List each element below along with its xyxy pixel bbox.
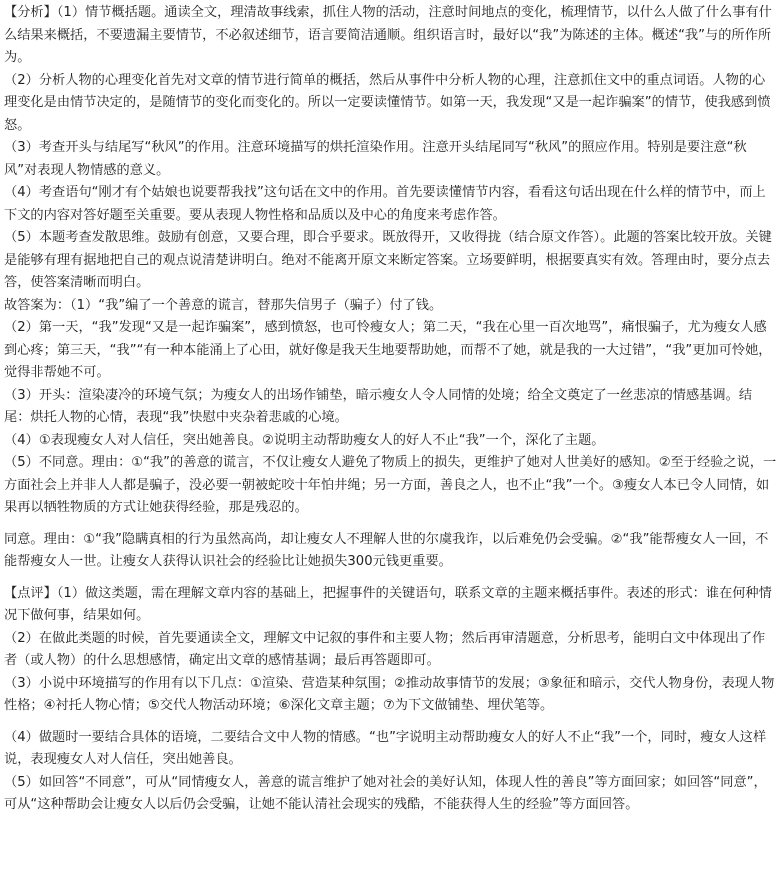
analysis-part-1: 【分析】（1）情节概括题。通读全文，理清故事线索，抓住人物的活动，注意时间地点的变化，梳理情节，以什么人做了什么事有什么结果来概括，不要遗漏主要情节，不必叙述细节，语言要简洁通顺。组织语言时，最好以“我”为陈述的主体。概述“我”与的所作所为。 <box>4 5 772 65</box>
answer-part-6: 同意。理由：①“我”隐瞒真相的行为虽然高尚，却让瘦女人不理解人世的尔虞我诈，以后难免仍会受骗。②“我”能帮瘦女人一回，不能帮瘦女人一世。让瘦女人获得认识社会的经验比让她损失300元钱更重要。 <box>4 531 769 569</box>
answer-part-3: （3）开头：渲染凄冷的环境气氛；为瘦女人的出场作铺垫，暗示瘦女人令人同情的处境；给全文奠定了一丝悲凉的情感基调。结尾：烘托人物的心情，表现“我”快慰中夹杂着悲戚的心境。 <box>4 387 753 425</box>
comment-part-1: 【点评】（1）做这类题，需在理解文章内容的基础上，把握事件的关键语句，联系文章的主题来概括事件。表述的形式：谁在何种情况下做何事，结果如何。 <box>4 585 772 623</box>
paragraph-gap <box>4 574 777 583</box>
comment-part-5: （5）如回答“不同意”，可从“同情瘦女人，善意的谎言维护了她对社会的美好认知，体现人性的善良”等方面回家；如回答“同意”，可从“这种帮助会让瘦女人以后仍会受骗，让她不能认清社会现实的残酷，不能获得人生的经验”等方面回答。 <box>4 774 767 812</box>
answer-part-2: （2）第一天，“我”发现“又是一起诈骗案”，感到愤怒，也可怜瘦女人；第二天，“我在心里一百次地骂”，痛恨骗子，尤为瘦女人感到心疼；第三天，“我”“有一种本能涌上了心田，就好像是我天生地要帮助她，而帮不了她，就是我的一大过错”，“我”更加可怜她，觉得非帮她不可。 <box>4 320 772 380</box>
answer-part-4: （4）①表现瘦女人对人信任，突出她善良。②说明主动帮助瘦女人的好人不止“我”一个，深化了主题。 <box>4 432 605 448</box>
analysis-part-3: （3）考查开头与结尾写“秋风”的作用。注意环境描写的烘托渲染作用。注意开头结尾同写“秋风”的照应作用。特别是要注意“秋风”对表现人物情感的意义。 <box>4 140 747 178</box>
answer-part-1: 故答案为：（1）“我”编了一个善意的谎言，替那失信男子（骗子）付了钱。 <box>4 297 443 313</box>
comment-part-4: （4）做题时一要结合具体的语境，二要结合文中人物的情感。“也”字说明主动帮助瘦女人的好人不止“我”一个，同时，瘦女人这样说，表现瘦女人对人信任，突出她善良。 <box>4 729 767 767</box>
answer-part-5: （5）不同意。理由：①“我”的善意的谎言，不仅让瘦女人避免了物质上的损失，更维护了她对人世美好的感知。②至于经验之说，一方面社会上并非人人都是骗子，没必要一朝被蛇咬十年怕井绳；另一方面，善良之人，也不止“我”一个。③瘦女人本已令人同情，如果再以牺牲物质的方式让她获得经验，那是残忍的。 <box>4 455 777 515</box>
analysis-part-5: （5）本题考查发散思维。鼓励有创意，又要合理，即合乎要求。既放得开，又收得拢（结合原文作答）。此题的答案比较开放。关键是能够有理有据地把自己的观点说清楚讲明白。绝对不能离开原文来断定答案。立场要鲜明，根据要真实有效。答理由时，要分点去答，使答案清晰而明白。 <box>4 230 772 290</box>
comment-part-2: （2）在做此类题的时候，首先要通读全文，理解文中记叙的事件和主要人物；然后再审清题意，分析思考，能明白文中体现出了作者（或人物）的什么思想感情，确定出文章的感情基调；最后再答题即可。 <box>4 630 766 668</box>
paragraph-gap <box>4 520 777 529</box>
analysis-part-2: （2）分析人物的心理变化首先对文章的情节进行简单的概括，然后从事件中分析人物的心理，注意抓住文中的重点词语。人物的心理变化是由情节决定的，是随情节的变化而变化的。所以一定要读懂情节。如第一天，我发现“又是一起诈骗案”的情节，使我感到愤怒。 <box>4 72 771 133</box>
comment-part-3: （3）小说中环境描写的作用有以下几点：①渲染、营造某种氛围；②推动故事情节的发展；③象征和暗示，交代人物身份，表现人物性格；④衬托人物心情；⑤交代人物活动环境；⑥深化文章主题；⑦为下文做铺垫、埋伏笔等。 <box>4 675 775 713</box>
paragraph-gap <box>4 718 777 727</box>
analysis-part-4: （4）考查语句“刚才有个姑娘也说要帮我找”这句话在文中的作用。首先要读懂情节内容，看看这句话出现在什么样的情节中，而上下文的内容对答好题至关重要。要从表现人物性格和品质以及中心的角度来考虑作答。 <box>4 185 766 223</box>
